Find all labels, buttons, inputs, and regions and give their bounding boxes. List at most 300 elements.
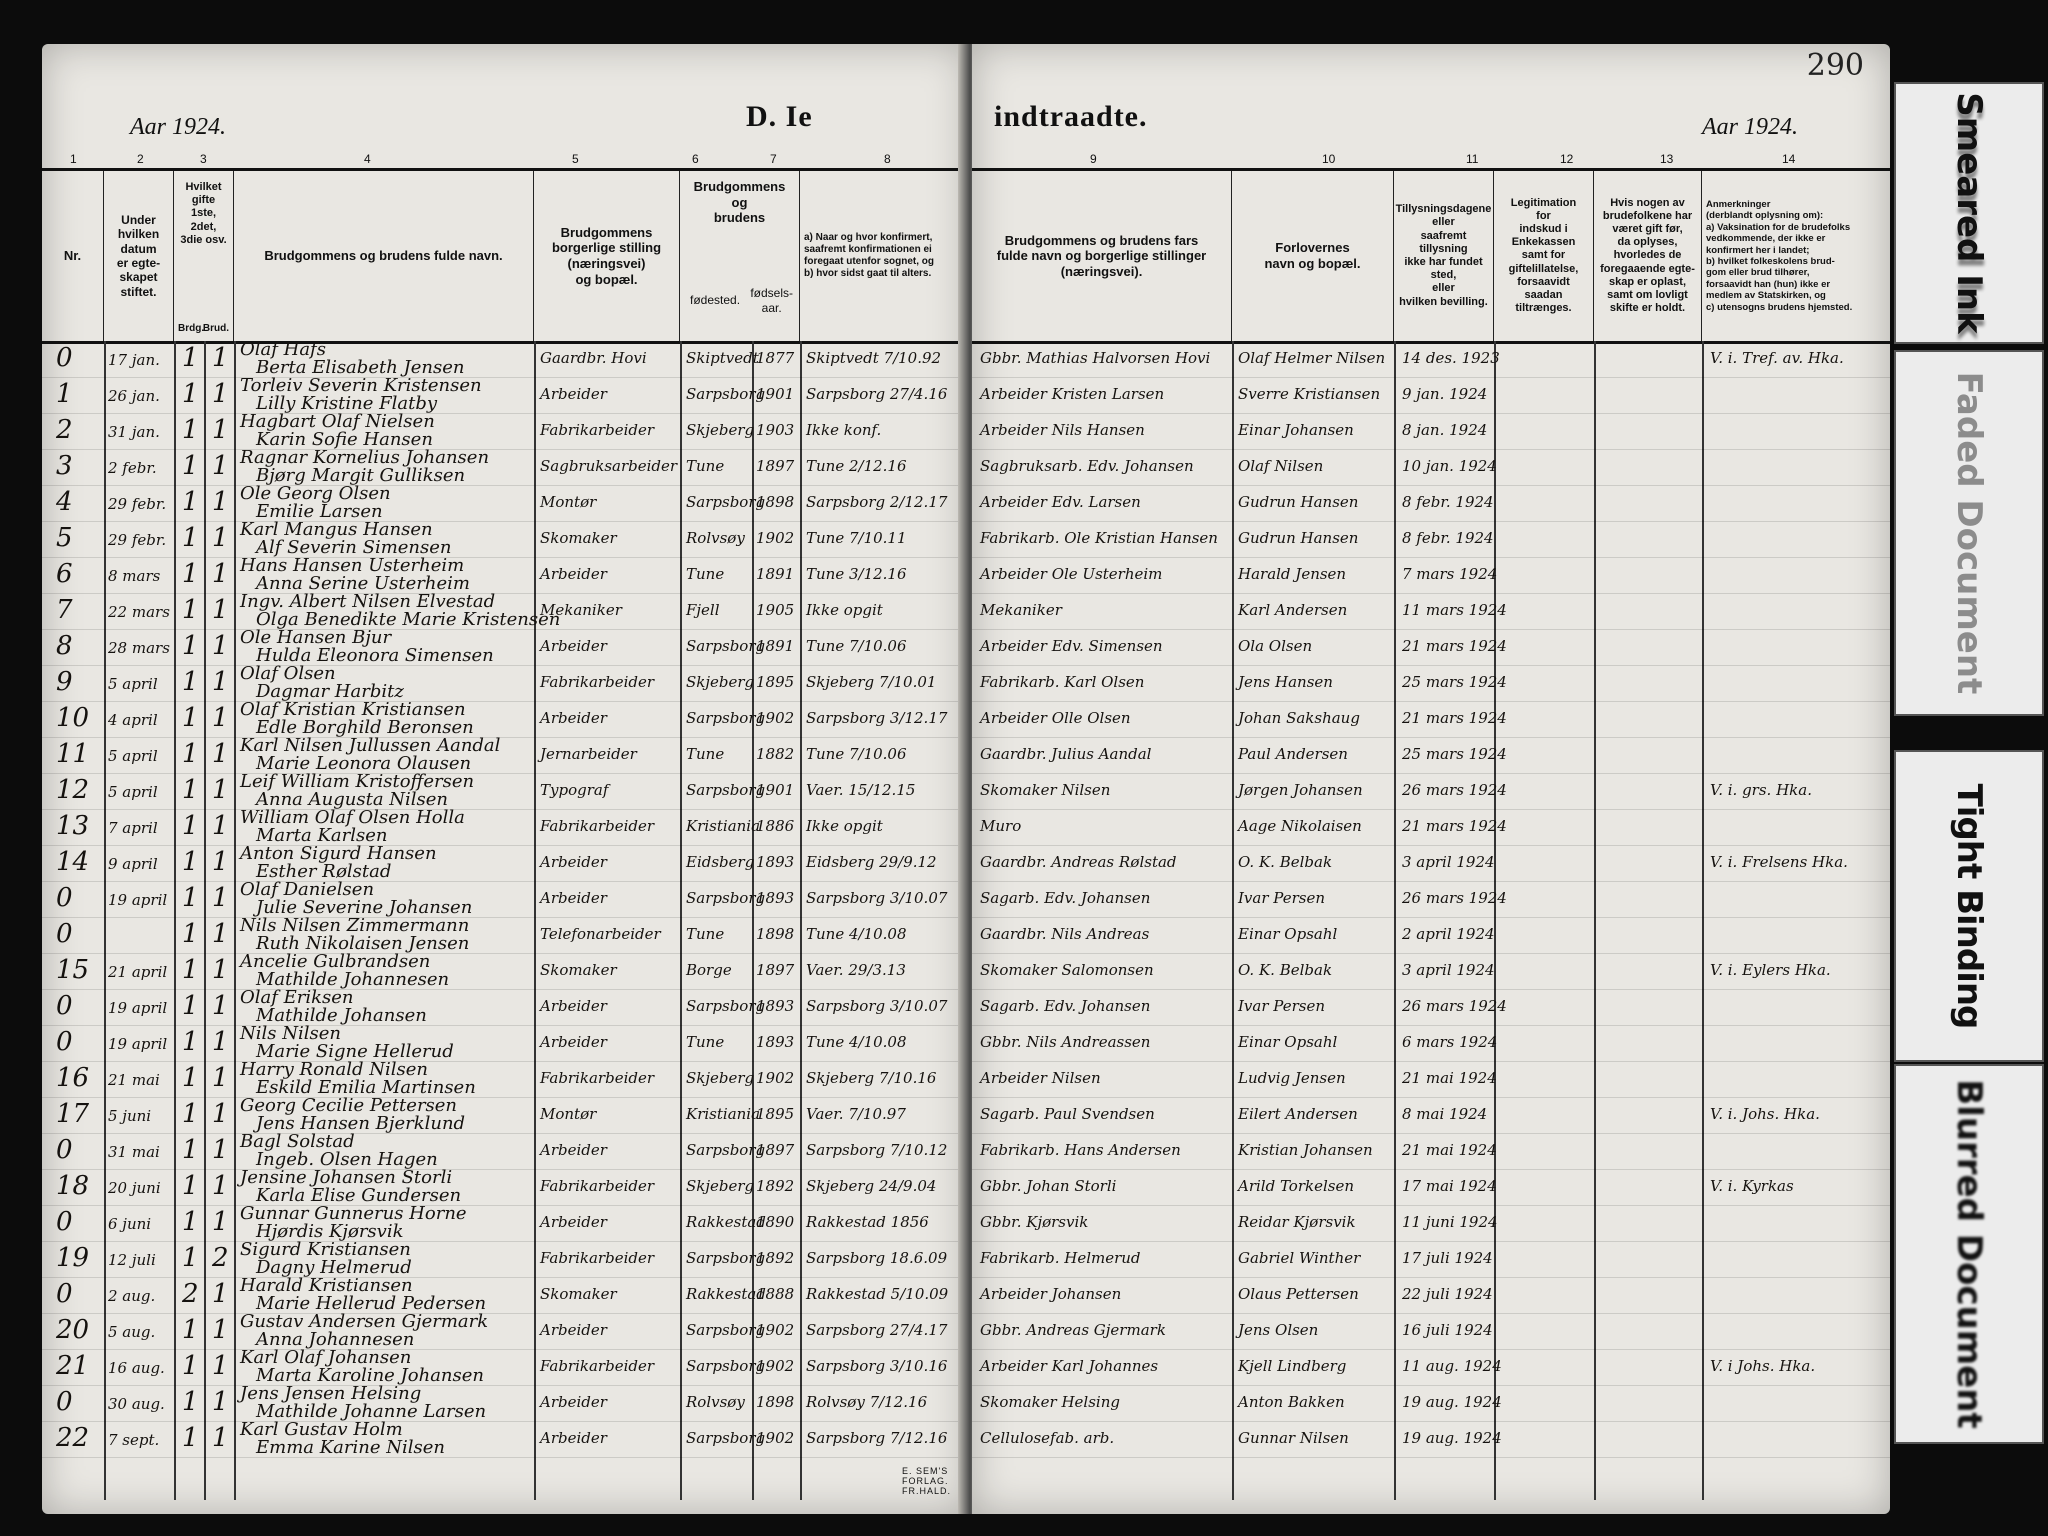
entry-birthyear: 1893 <box>756 853 795 871</box>
entry-birthyear: 1892 <box>756 1177 795 1195</box>
entry-brud: 1 <box>212 1027 229 1057</box>
entry-birthyear: 1898 <box>756 1393 795 1411</box>
register-row <box>972 989 1890 1026</box>
entry-banns-date: 22 juli 1924 <box>1402 1285 1493 1303</box>
entry-bride-name: Marie Hellerud Pedersen <box>256 1293 487 1314</box>
entry-brdg: 1 <box>182 1063 199 1093</box>
entry-birthplace: Borge <box>686 961 732 979</box>
entry-fathers: Gbbr. Andreas Gjermark <box>980 1321 1166 1339</box>
entry-witnesses: Einar Johansen <box>1238 421 1354 439</box>
entry-confirmation: Sarpsborg 3/10.16 <box>806 1357 948 1375</box>
register-row <box>972 1277 1890 1314</box>
entry-birthyear: 1905 <box>756 601 795 619</box>
entry-fathers: Fabrikarb. Helmerud <box>980 1249 1141 1267</box>
entry-remarks: V. i. Tref. av. Hka. <box>1710 349 1844 367</box>
entry-date: 9 april <box>108 855 158 873</box>
entry-bride-name: Mathilde Johannesen <box>256 969 450 990</box>
entry-groom-name: Jensine Johansen Storli <box>240 1167 453 1188</box>
entry-bride-name: Ingeb. Olsen Hagen <box>256 1149 438 1170</box>
entry-brdg: 1 <box>182 1207 199 1237</box>
entry-bride-name: Anna Serine Usterheim <box>256 573 470 594</box>
entry-bride-name: Edle Borghild Beronsen <box>256 717 474 738</box>
entry-occupation: Fabrikarbeider <box>540 673 655 691</box>
entry-nr: 1 <box>56 379 73 409</box>
page-title-right: indtraadte. <box>994 100 1148 133</box>
tab-label: Blurred Document <box>1949 1079 1989 1429</box>
register-row <box>42 881 968 918</box>
entry-groom-name: Torleiv Severin Kristensen <box>240 375 482 396</box>
tab-label: Tight Binding <box>1949 783 1989 1029</box>
entry-witnesses: Sverre Kristiansen <box>1238 385 1381 403</box>
col-number: 12 <box>1560 152 1574 166</box>
entry-banns-date: 25 mars 1924 <box>1402 673 1507 691</box>
entry-birthplace: Skjeberg <box>686 1069 755 1087</box>
entry-fathers: Gaardbr. Nils Andreas <box>980 925 1150 943</box>
entry-nr: 0 <box>56 1207 73 1237</box>
entry-occupation: Arbeider <box>540 997 607 1015</box>
entry-birthyear: 1902 <box>756 1321 795 1339</box>
header-bb-label: Brudgommens og brudens <box>693 179 786 226</box>
table-header-right <box>972 168 1890 344</box>
entry-date: 26 jan. <box>108 387 160 405</box>
entry-banns-date: 6 mars 1924 <box>1402 1033 1498 1051</box>
entry-fathers: Arbeider Ole Usterheim <box>980 565 1163 583</box>
entry-date: 29 febr. <box>108 531 167 549</box>
entry-nr: 0 <box>56 1387 73 1417</box>
entry-birthplace: Sarpsborg <box>686 637 766 655</box>
entry-brdg: 1 <box>182 415 199 445</box>
entry-brdg: 1 <box>182 1387 199 1417</box>
entry-confirmation: Tune 7/10.06 <box>806 745 907 763</box>
entry-brdg: 1 <box>182 955 199 985</box>
entry-date: 2 aug. <box>108 1287 156 1305</box>
register-row <box>42 341 968 378</box>
entry-confirmation: Skjeberg 7/10.16 <box>806 1069 937 1087</box>
entry-banns-date: 26 mars 1924 <box>1402 781 1507 799</box>
entry-brdg: 1 <box>182 703 199 733</box>
entry-confirmation: Tune 7/10.11 <box>806 529 907 547</box>
entry-occupation: Arbeider <box>540 1033 607 1051</box>
entry-birthplace: Sarpsborg <box>686 493 766 511</box>
entry-confirmation: Eidsberg 29/9.12 <box>806 853 937 871</box>
entry-banns-date: 21 mars 1924 <box>1402 817 1507 835</box>
entry-birthyear: 1901 <box>756 385 795 403</box>
entry-brdg: 1 <box>182 595 199 625</box>
entry-occupation: Arbeider <box>540 637 607 655</box>
entry-brdg: 1 <box>182 775 199 805</box>
entry-fathers: Arbeider Johansen <box>980 1285 1122 1303</box>
entry-groom-name: Karl Mangus Hansen <box>240 519 433 540</box>
header-konfirmert: a) Naar og hvor konfirmert, saafremt konfirmationen ei foregaat utenfor sognet, og b) hvor sidst gaat til alters. <box>804 232 934 279</box>
entry-birthplace: Rakkestad <box>686 1213 766 1231</box>
register-row <box>42 1205 968 1242</box>
entry-occupation: Gaardbr. Hovi <box>540 349 647 367</box>
entry-groom-name: Karl Nilsen Jullussen Aandal <box>240 735 501 756</box>
entry-bride-name: Julie Severine Johansen <box>256 897 473 918</box>
entry-birthyear: 1892 <box>756 1249 795 1267</box>
entry-date: 12 juli <box>108 1251 156 1269</box>
entry-witnesses: Olaf Nilsen <box>1238 457 1324 475</box>
register-row <box>42 665 968 702</box>
register-row <box>972 1313 1890 1350</box>
entry-birthplace: Rakkestad <box>686 1285 766 1303</box>
faded-document-tab[interactable] <box>1894 350 2044 716</box>
entry-witnesses: Johan Sakshaug <box>1238 709 1360 727</box>
register-row <box>42 1349 968 1386</box>
entry-fathers: Arbeider Nilsen <box>980 1069 1101 1087</box>
col-number: 9 <box>1090 152 1097 166</box>
entry-confirmation: Sarpsborg 18.6.09 <box>806 1249 948 1267</box>
entry-nr: 15 <box>56 955 90 985</box>
entry-confirmation: Tune 4/10.08 <box>806 1033 907 1051</box>
entry-brdg: 1 <box>182 451 199 481</box>
entry-groom-name: Gustav Andersen Gjermark <box>240 1311 489 1332</box>
entry-banns-date: 8 jan. 1924 <box>1402 421 1488 439</box>
entry-nr: 4 <box>56 487 73 517</box>
entry-occupation: Telefonarbeider <box>540 925 661 943</box>
entry-birthplace: Skjeberg <box>686 673 755 691</box>
register-row <box>972 449 1890 486</box>
col-number: 11 <box>1466 152 1479 166</box>
header-brudgommens-og-brudens <box>680 171 800 341</box>
entry-brud: 1 <box>212 739 229 769</box>
entry-nr: 0 <box>56 1027 73 1057</box>
entry-nr: 2 <box>56 415 73 445</box>
register-row <box>972 1169 1890 1206</box>
entry-remarks: V. i. grs. Hka. <box>1710 781 1812 799</box>
register-row <box>972 593 1890 630</box>
entry-occupation: Jernarbeider <box>540 745 637 763</box>
entry-occupation: Arbeider <box>540 1141 607 1159</box>
entry-confirmation: Vaer. 7/10.97 <box>806 1105 906 1123</box>
entry-fathers: Muro <box>980 817 1022 835</box>
entry-birthyear: 1890 <box>756 1213 795 1231</box>
entry-brud: 1 <box>212 487 229 517</box>
entry-brdg: 1 <box>182 991 199 1021</box>
entry-birthplace: Tune <box>686 925 725 943</box>
register-row <box>42 701 968 738</box>
entry-bride-name: Alf Severin Simensen <box>256 537 452 558</box>
entry-birthyear: 1891 <box>756 565 795 583</box>
entry-confirmation: Sarpsborg 2/12.17 <box>806 493 948 511</box>
entry-brdg: 1 <box>182 1423 199 1453</box>
entry-fathers: Sagarb. Edv. Johansen <box>980 889 1151 907</box>
entry-brud: 1 <box>212 1135 229 1165</box>
entry-date: 30 aug. <box>108 1395 165 1413</box>
entry-brud: 1 <box>212 1099 229 1129</box>
entry-confirmation: Skiptvedt 7/10.92 <box>806 349 942 367</box>
register-row <box>42 521 968 558</box>
entry-birthplace: Sarpsborg <box>686 1357 766 1375</box>
smeared-ink-tab[interactable] <box>1894 82 2044 344</box>
register-row <box>42 989 968 1026</box>
entry-occupation: Fabrikarbeider <box>540 421 655 439</box>
year-left: Aar 1924. <box>130 114 226 140</box>
entry-witnesses: Ludvig Jensen <box>1238 1069 1346 1087</box>
entry-brdg: 1 <box>182 847 199 877</box>
register-row <box>42 1133 968 1170</box>
header-brud: Brud. <box>202 323 229 334</box>
entry-banns-date: 19 aug. 1924 <box>1402 1429 1502 1447</box>
col-number: 5 <box>572 152 579 166</box>
register-row <box>42 449 968 486</box>
entry-occupation: Arbeider <box>540 889 607 907</box>
entry-birthyear: 1902 <box>756 1069 795 1087</box>
entry-brdg: 1 <box>182 379 199 409</box>
entry-occupation: Montør <box>540 1105 597 1123</box>
entries-right <box>972 341 1890 1500</box>
entry-date: 5 april <box>108 675 158 693</box>
entry-brdg: 1 <box>182 1135 199 1165</box>
entry-nr: 9 <box>56 667 73 697</box>
entry-nr: 10 <box>56 703 90 733</box>
entry-nr: 12 <box>56 775 90 805</box>
register-row <box>972 341 1890 378</box>
entry-fathers: Skomaker Nilsen <box>980 781 1111 799</box>
header-fodselsaar: fødsels- aar. <box>750 286 793 315</box>
entry-witnesses: Jørgen Johansen <box>1238 781 1363 799</box>
header-date: Under hvilken datum er egte- skapet stiftet. <box>104 171 174 341</box>
entry-groom-name: Nils Nilsen Zimmermann <box>240 915 470 936</box>
register-row <box>42 485 968 522</box>
entry-nr: 0 <box>56 919 73 949</box>
entry-occupation: Arbeider <box>540 1429 607 1447</box>
tight-binding-tab[interactable] <box>1894 750 2044 1062</box>
entry-banns-date: 19 aug. 1924 <box>1402 1393 1502 1411</box>
entry-nr: 21 <box>56 1351 90 1381</box>
entry-birthplace: Sarpsborg <box>686 889 766 907</box>
entry-nr: 18 <box>56 1171 90 1201</box>
entry-birthyear: 1895 <box>756 1105 795 1123</box>
entry-fathers: Skomaker Helsing <box>980 1393 1120 1411</box>
entry-birthplace: Sarpsborg <box>686 781 766 799</box>
entry-fathers: Arbeider Kristen Larsen <box>980 385 1165 403</box>
entry-date: 29 febr. <box>108 495 167 513</box>
entry-confirmation: Sarpsborg 7/10.12 <box>806 1141 948 1159</box>
entry-bride-name: Mathilde Johanne Larsen <box>256 1401 487 1422</box>
entry-nr: 13 <box>56 811 90 841</box>
entry-birthplace: Tune <box>686 745 725 763</box>
entry-fathers: Arbeider Edv. Larsen <box>980 493 1141 511</box>
entry-birthyear: 1903 <box>756 421 795 439</box>
entry-birthplace: Tune <box>686 457 725 475</box>
entry-confirmation: Sarpsborg 3/10.07 <box>806 997 948 1015</box>
page-number: 290 <box>1806 48 1864 83</box>
entry-occupation: Arbeider <box>540 709 607 727</box>
entry-occupation: Skomaker <box>540 1285 617 1303</box>
entries-left <box>42 341 968 1500</box>
entry-confirmation: Vaer. 29/3.13 <box>806 961 906 979</box>
register-row <box>972 521 1890 558</box>
register-row <box>42 845 968 882</box>
entry-banns-date: 17 juli 1924 <box>1402 1249 1493 1267</box>
entry-bride-name: Marta Karoline Johansen <box>256 1365 485 1386</box>
entry-nr: 11 <box>56 739 90 769</box>
header-gifte-label: Hvilket gifte 1ste, 2det, 3die osv. <box>180 181 227 246</box>
entry-banns-date: 8 febr. 1924 <box>1402 529 1494 547</box>
entry-date: 5 aug. <box>108 1323 156 1341</box>
blurred-document-tab[interactable] <box>1894 1064 2044 1444</box>
entry-brdg: 1 <box>182 1027 199 1057</box>
entry-birthplace: Rolvsøy <box>686 529 745 547</box>
entry-banns-date: 8 mai 1924 <box>1402 1105 1488 1123</box>
entry-birthyear: 1893 <box>756 1033 795 1051</box>
entry-bride-name: Marta Karlsen <box>256 825 388 846</box>
entry-nr: 6 <box>56 559 73 589</box>
register-row <box>42 1241 968 1278</box>
entry-brud: 1 <box>212 1423 229 1453</box>
entry-birthplace: Kristiania <box>686 1105 761 1123</box>
entry-date: 21 mai <box>108 1071 160 1089</box>
entry-witnesses: Einar Opsahl <box>1238 925 1338 943</box>
entry-nr: 0 <box>56 883 73 913</box>
entry-occupation: Skomaker <box>540 961 617 979</box>
entry-occupation: Arbeider <box>540 385 607 403</box>
entry-date: 20 juni <box>108 1179 161 1197</box>
entry-brdg: 1 <box>182 667 199 697</box>
entry-date: 19 april <box>108 1035 168 1053</box>
entry-brud: 1 <box>212 955 229 985</box>
entry-date: 22 mars <box>108 603 170 621</box>
entry-groom-name: Jens Jensen Helsing <box>240 1383 422 1404</box>
entry-banns-date: 21 mars 1924 <box>1402 637 1507 655</box>
entry-bride-name: Jens Hansen Bjerklund <box>256 1113 466 1134</box>
entry-witnesses: O. K. Belbak <box>1238 853 1333 871</box>
entry-banns-date: 9 jan. 1924 <box>1402 385 1488 403</box>
entry-brud: 1 <box>212 1207 229 1237</box>
register-row <box>972 1061 1890 1098</box>
entry-fathers: Sagarb. Paul Svendsen <box>980 1105 1155 1123</box>
entry-brdg: 1 <box>182 487 199 517</box>
entry-birthyear: 1882 <box>756 745 795 763</box>
entry-confirmation: Ikke opgit <box>806 601 883 619</box>
register-row <box>42 593 968 630</box>
entry-confirmation: Tune 2/12.16 <box>806 457 907 475</box>
col-number: 3 <box>200 152 207 166</box>
entry-banns-date: 21 mai 1924 <box>1402 1069 1497 1087</box>
entry-nr: 5 <box>56 523 73 553</box>
entry-occupation: Arbeider <box>540 1213 607 1231</box>
entry-date: 7 sept. <box>108 1431 160 1449</box>
register-row <box>42 953 968 990</box>
entry-birthplace: Sarpsborg <box>686 709 766 727</box>
entry-fathers: Fabrikarb. Hans Andersen <box>980 1141 1181 1159</box>
entry-birthyear: 1902 <box>756 1357 795 1375</box>
entry-nr: 22 <box>56 1423 90 1453</box>
entry-bride-name: Marie Signe Hellerud <box>256 1041 454 1062</box>
entry-groom-name: Nils Nilsen <box>240 1023 341 1044</box>
entry-brdg: 1 <box>182 919 199 949</box>
entry-birthplace: Sarpsborg <box>686 997 766 1015</box>
entry-witnesses: Gabriel Winther <box>1238 1249 1361 1267</box>
header-names: Brudgommens og brudens fulde navn. <box>234 171 534 341</box>
entry-groom-name: Sigurd Kristiansen <box>240 1239 411 1260</box>
entry-groom-name: Karl Gustav Holm <box>240 1419 403 1440</box>
entry-groom-name: Olaf Olsen <box>240 663 336 684</box>
entry-occupation: Fabrikarbeider <box>540 817 655 835</box>
entry-occupation: Fabrikarbeider <box>540 1177 655 1195</box>
entry-brud: 1 <box>212 379 229 409</box>
entry-birthyear: 1897 <box>756 1141 795 1159</box>
entry-brdg: 1 <box>182 1171 199 1201</box>
entry-date: 6 juni <box>108 1215 152 1233</box>
header-fodested: fødested. <box>690 292 741 307</box>
register-row <box>972 737 1890 774</box>
entry-birthplace: Sarpsborg <box>686 1249 766 1267</box>
entry-date: 5 juni <box>108 1107 152 1125</box>
col-number: 6 <box>692 152 699 166</box>
entry-brud: 1 <box>212 811 229 841</box>
entry-brud: 1 <box>212 1279 229 1309</box>
entry-witnesses: Aage Nikolaisen <box>1238 817 1362 835</box>
entry-banns-date: 26 mars 1924 <box>1402 997 1507 1015</box>
entry-banns-date: 3 april 1924 <box>1402 961 1495 979</box>
register-row <box>972 485 1890 522</box>
register-row <box>972 1097 1890 1134</box>
entry-fathers: Gbbr. Kjørsvik <box>980 1213 1089 1231</box>
entry-brdg: 1 <box>182 811 199 841</box>
header-anmerkninger: Anmerkninger (derblandt oplysning om): a) Vaksination for de brudefolks vedkommende, der ikke er konfirmert her i landet; b) hvilket folkeskolens brud- gom eller brud tilhører, forsaavidt han (hun) ikke er medlem av Statskirken, og c) utensogns brudens hjemsted. <box>1706 199 1853 313</box>
register-row <box>42 1097 968 1134</box>
entry-brud: 1 <box>212 847 229 877</box>
register-row <box>972 917 1890 954</box>
entry-brud: 1 <box>212 343 229 373</box>
entry-date: 7 april <box>108 819 158 837</box>
entry-brud: 1 <box>212 1351 229 1381</box>
entry-witnesses: Gunnar Nilsen <box>1238 1429 1349 1447</box>
entry-brud: 1 <box>212 667 229 697</box>
entry-brud: 1 <box>212 1387 229 1417</box>
entry-brdg: 1 <box>182 1243 199 1273</box>
register-row <box>42 809 968 846</box>
entry-banns-date: 21 mai 1924 <box>1402 1141 1497 1159</box>
register-row <box>972 1205 1890 1242</box>
entry-groom-name: Hans Hansen Usterheim <box>240 555 465 576</box>
entry-birthplace: Rolvsøy <box>686 1393 745 1411</box>
entry-brud: 1 <box>212 1063 229 1093</box>
entry-confirmation: Tune 4/10.08 <box>806 925 907 943</box>
entry-banns-date: 25 mars 1924 <box>1402 745 1507 763</box>
register-row <box>972 881 1890 918</box>
entry-groom-name: Leif William Kristoffersen <box>240 771 475 792</box>
entry-birthyear: 1888 <box>756 1285 795 1303</box>
entry-remarks: V. i. Frelsens Hka. <box>1710 853 1848 871</box>
entry-fathers: Arbeider Karl Johannes <box>980 1357 1159 1375</box>
col-number: 7 <box>770 152 777 166</box>
entry-birthplace: Fjell <box>686 601 720 619</box>
entry-banns-date: 26 mars 1924 <box>1402 889 1507 907</box>
entry-witnesses: Karl Andersen <box>1238 601 1348 619</box>
register-row <box>972 809 1890 846</box>
entry-witnesses: Paul Andersen <box>1238 745 1348 763</box>
entry-birthplace: Skjeberg <box>686 1177 755 1195</box>
entry-nr: 7 <box>56 595 73 625</box>
entry-confirmation: Sarpsborg 3/10.07 <box>806 889 948 907</box>
entry-date: 19 april <box>108 999 168 1017</box>
entry-bride-name: Anna Johannesen <box>256 1329 415 1350</box>
entry-brdg: 1 <box>182 1351 199 1381</box>
entry-brud: 1 <box>212 1171 229 1201</box>
entry-bride-name: Esther Rølstad <box>256 861 392 882</box>
register-row <box>42 737 968 774</box>
entry-confirmation: Tune 3/12.16 <box>806 565 907 583</box>
entry-bride-name: Dagny Helmerud <box>256 1257 412 1278</box>
entry-bride-name: Karin Sofie Hansen <box>256 429 433 450</box>
entry-groom-name: Ancelie Gulbrandsen <box>240 951 431 972</box>
entry-witnesses: Gudrun Hansen <box>1238 529 1359 547</box>
entry-confirmation: Sarpsborg 27/4.17 <box>806 1321 948 1339</box>
entry-birthyear: 1898 <box>756 925 795 943</box>
